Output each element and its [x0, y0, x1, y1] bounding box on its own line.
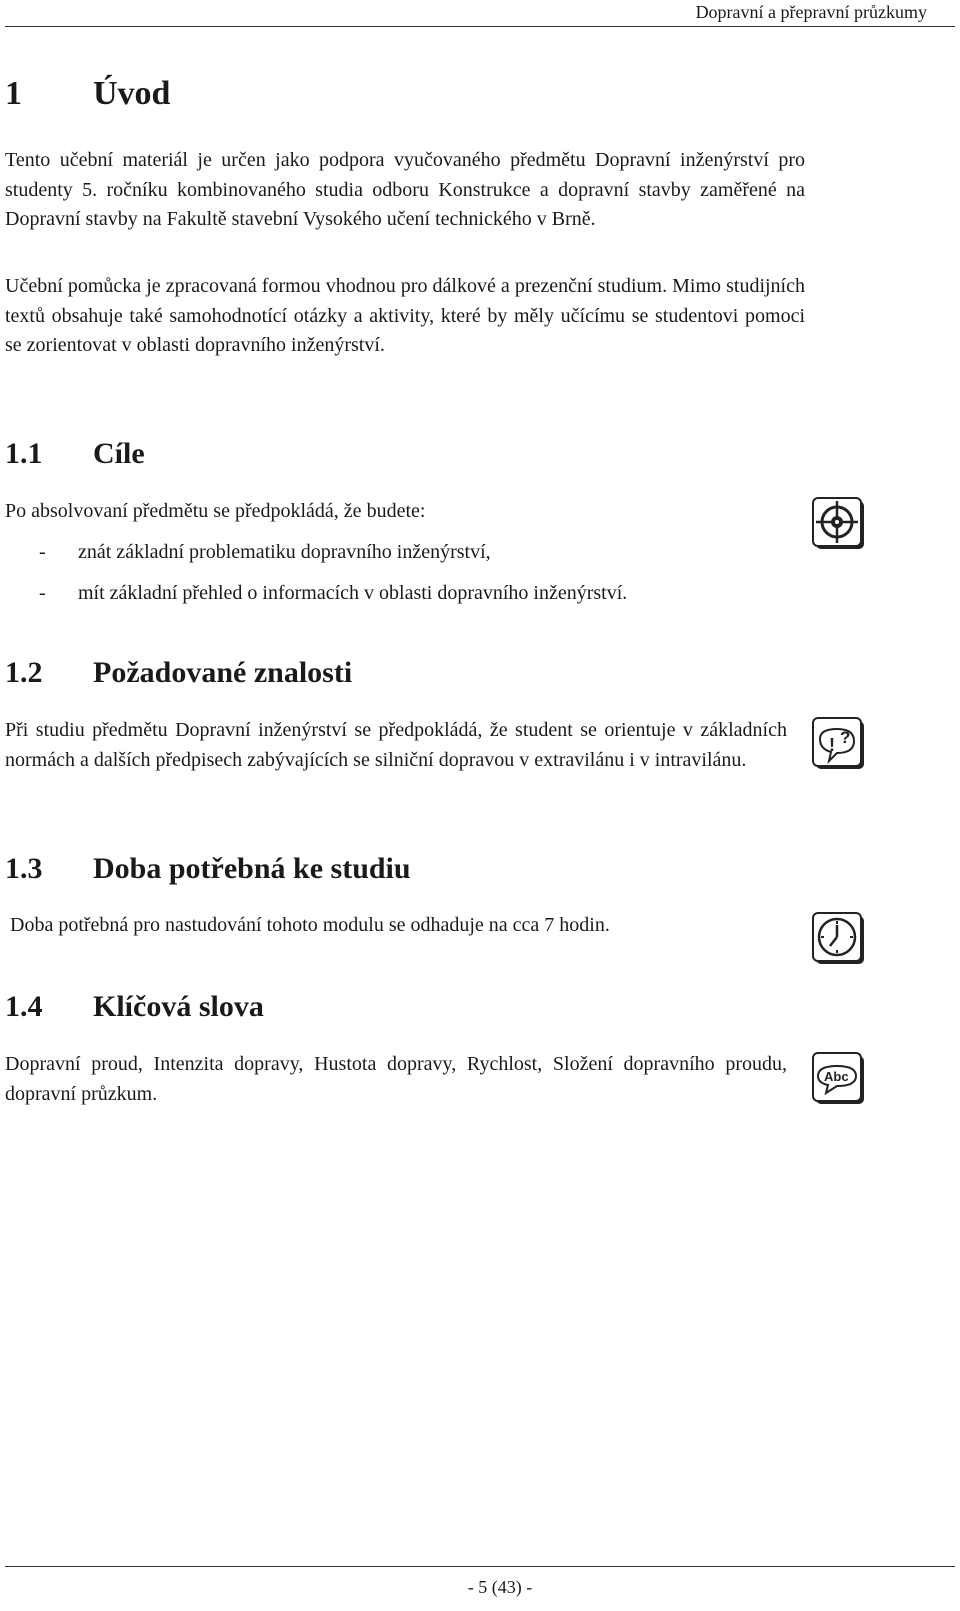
list-item-text: mít základní přehled o informacích v oblasti dopravního inženýrství. — [78, 582, 628, 604]
svg-text:!: ! — [829, 735, 835, 755]
section-number: 1.1 — [5, 437, 43, 470]
running-header — [5, 0, 955, 27]
question-exclamation-icon — [812, 717, 866, 771]
intro-paragraph-1: Tento učební materiál je určen jako podpora vyučovaného předmětu Dopravní inženýrství pro studenty 5. ročníku kombinovaného studia odboru Konstrukce a dopravní stavby zaměřené na Dopravní stavby na Fakultě stavební Vysokého učení technického v Brně. — [5, 149, 805, 230]
list-item — [5, 537, 627, 578]
section-heading-keywords — [5, 987, 264, 1027]
chapter-heading — [5, 70, 170, 118]
section-heading-knowledge — [5, 653, 352, 693]
abc-icon-label: Abc — [824, 1069, 849, 1084]
section-title: Požadované znalosti — [93, 656, 353, 689]
svg-text:?: ? — [840, 728, 851, 747]
section-number: 1.4 — [5, 990, 43, 1023]
list-item — [5, 578, 627, 619]
goals-list — [5, 537, 627, 619]
list-dash: - — [39, 582, 46, 604]
section-title: Cíle — [93, 437, 145, 470]
clock-icon — [812, 912, 866, 966]
target-icon — [812, 497, 866, 551]
page-number: - 5 (43) - — [467, 1577, 533, 1597]
time-paragraph: Doba potřebná pro nastudování tohoto modulu se odhaduje na cca 7 hodin. — [10, 914, 610, 936]
goals-intro: Po absolvovaní předmětu se předpokládá, že budete: — [5, 500, 426, 522]
abc-icon — [812, 1052, 866, 1106]
section-title: Doba potřebná ke studiu — [93, 852, 411, 885]
chapter-title: Úvod — [93, 75, 171, 112]
keywords-paragraph: Dopravní proud, Intenzita dopravy, Hustota dopravy, Rychlost, Složení dopravního proudu, dopravní průzkum. — [5, 1053, 787, 1105]
knowledge-paragraph: Při studiu předmětu Dopravní inženýrství se předpokládá, že student se orientuje v základních normách a dalších předpisech zabývajících se silniční dopravou v extravilánu i v intravilánu. — [5, 719, 787, 771]
section-heading-time — [5, 849, 411, 889]
intro-paragraph-2: Učební pomůcka je zpracovaná formou vhodnou pro dálkové a prezenční studium. Mimo studijních textů obsahuje také samohodnotící otázky a aktivity, které by měly učícímu se studentovi pomoci se zorientovat v oblasti dopravního inženýrství. — [5, 275, 805, 356]
list-item-text: znát základní problematiku dopravního inženýrství, — [78, 541, 491, 563]
page-footer — [5, 1566, 955, 1607]
section-number: 1.2 — [5, 656, 43, 689]
list-dash: - — [39, 541, 46, 563]
section-title: Klíčová slova — [93, 990, 264, 1023]
section-number: 1.3 — [5, 852, 43, 885]
chapter-number: 1 — [5, 75, 22, 112]
running-title: Dopravní a přepravní průzkumy — [695, 2, 927, 22]
section-heading-goals — [5, 434, 145, 474]
